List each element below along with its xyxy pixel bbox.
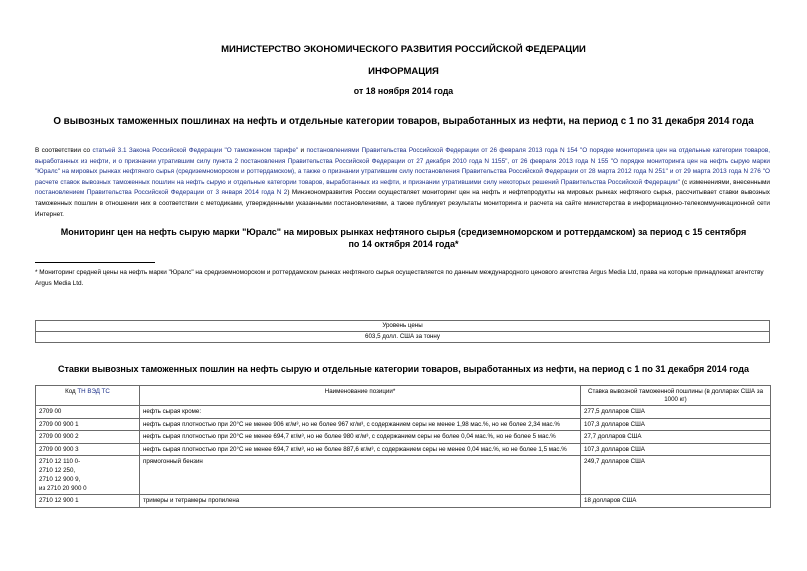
intro-paragraph bbox=[35, 146, 770, 220]
row-code: 2709 00 900 3 bbox=[36, 443, 140, 456]
intro-text-4: ) Минэкономразвития России осуществляет мониторинг цен на нефть и нефтепродукты на мировых рынках нефтяного сырья, рассчитывает ставки вывозных таможенных пошлин в отношении них в соответствии с методиками, утвержденными указанными постановлениями, а также публикует результаты мониторинга и расчета на сайте министерства в информационно-телекоммуникационной сети Интернет. bbox=[35, 189, 770, 218]
rates-title: Ставки вывозных таможенных пошлин на нефть сырую и отдельные категории товаров, выработанных из нефти, на период с 1 по 31 декабря 2014 года bbox=[57, 364, 750, 374]
row-name: нефть сырая плотностью при 20°С не менее 694,7 кг/м³, но не более 980 кг/м³, с содержанием серы не более 0,04 мас.%, но не более 5 мас.% bbox=[140, 431, 581, 444]
code-header-prefix: Код bbox=[65, 388, 78, 395]
row-code: 2710 12 110 0- 2710 12 250, 2710 12 900 9, из 2710 20 900 0 bbox=[36, 456, 140, 495]
row-rate: 18 долларов США bbox=[581, 495, 771, 508]
rate-column-header: Ставка вывозной таможенной пошлины (в долларах США за 1000 кг) bbox=[581, 386, 771, 406]
tn-ved-link[interactable]: ТН ВЭД ТС bbox=[77, 388, 110, 395]
table-row bbox=[36, 406, 771, 419]
intro-text-3: (с изменениями, внесенными bbox=[679, 178, 770, 186]
name-column-header: Наименование позиции* bbox=[140, 386, 581, 406]
table-row bbox=[36, 431, 771, 444]
row-code: 2709 00 bbox=[36, 406, 140, 419]
row-rate: 27,7 долларов США bbox=[581, 431, 771, 444]
law-article-link[interactable]: статьей 3.1 Закона Российской Федерации "О таможенном тарифе" bbox=[92, 147, 299, 154]
export-duty-rates-table bbox=[35, 385, 771, 508]
table-row bbox=[36, 418, 771, 431]
row-rate: 249,7 долларов США bbox=[581, 456, 771, 495]
government-decrees-link[interactable]: постановлениями Правительства Российской Федерации от 26 февраля 2013 года N 154 "О порядке мониторинга цен на отдельные категории товаров, выработанных из нефти, и о признании утратившим силу пункта 2 постановления Правительства Российской Федерации от 27 декабря 2010 года N 1155", от 26 февраля 2013 года N 155 "О порядке мониторинга цен на нефть сырую марки "Юралс" на мировых рынках нефтяного сырья (средиземноморском и роттердамском), а также о признании утратившим силу постановления Правительства Российской Федерации от 28 марта 2012 года N 251" и от 29 марта 2013 года N 276 "О расчете ставок вывозных таможенных пошлин на нефть сырую и отдельные категории товаров, выработанных из нефти, и признании утратившими силу некоторых решений Правительства Российской Федерации" bbox=[35, 147, 770, 186]
intro-text-1: В соответствии со bbox=[35, 147, 93, 154]
row-code: 2709 00 900 1 bbox=[36, 418, 140, 431]
row-code: 2709 00 900 2 bbox=[36, 431, 140, 444]
row-name: нефть сырая плотностью при 20°С не менее 694,7 кг/м³, но не более 887,6 кг/м³, с содержанием серы не менее 0,04 мас.%, но не более 1,5 мас.% bbox=[140, 443, 581, 456]
row-rate: 277,5 долларов США bbox=[581, 406, 771, 419]
row-rate: 107,3 долларов США bbox=[581, 443, 771, 456]
footnote: * Мониторинг средней цены на нефть марки "Юралс" на средиземноморском и роттердамском рынках нефтяного сырья осуществляется по данным международного ценового агентства Argus Media Ltd, права на которые принадлежат агентству Argus Media Ltd. bbox=[35, 269, 764, 287]
row-name: прямогонный бензин bbox=[140, 456, 581, 495]
ministry-heading: МИНИСТЕРСТВО ЭКОНОМИЧЕСКОГО РАЗВИТИЯ РОССИЙСКОЙ ФЕДЕРАЦИИ bbox=[221, 44, 586, 55]
row-name: тримеры и тетрамеры пропилена bbox=[140, 495, 581, 508]
table-row bbox=[36, 321, 770, 332]
intro-text-2: и bbox=[298, 147, 307, 154]
price-level-header: Уровень цены bbox=[36, 321, 770, 332]
monitoring-title: Мониторинг цен на нефть сырую марки "Юралс" на мировых рынках нефтяного сырья (средиземноморском и роттердамском) за период с 15 сентября по 14 октября 2014 года* bbox=[60, 227, 747, 249]
document-title: О вывозных таможенных пошлинах на нефть и отдельные категории товаров, выработанных из нефти, на период с 1 по 31 декабря 2014 года bbox=[53, 116, 754, 127]
document-date: от 18 ноября 2014 года bbox=[353, 86, 454, 96]
price-level-value: 603,5 долл. США за тонну bbox=[36, 332, 770, 343]
row-rate: 107,3 долларов США bbox=[581, 418, 771, 431]
table-header-row bbox=[36, 386, 771, 406]
amending-decree-link[interactable]: постановлением Правительства Российской Федерации от 3 января 2014 года N 2 bbox=[35, 189, 288, 197]
row-name: нефть сырая кроме: bbox=[140, 406, 581, 419]
table-row bbox=[36, 495, 771, 508]
table-row bbox=[36, 443, 771, 456]
price-level-table bbox=[35, 320, 770, 343]
table-row bbox=[36, 456, 771, 495]
info-heading: ИНФОРМАЦИЯ bbox=[368, 66, 439, 77]
row-name: нефть сырая плотностью при 20°С не менее 906 кг/м³, но не более 967 кг/м³, с содержанием серы не менее 1,98 мас.%, но не более 2,34 мас.% bbox=[140, 418, 581, 431]
row-code: 2710 12 900 1 bbox=[36, 495, 140, 508]
code-column-header bbox=[36, 386, 140, 406]
table-row bbox=[36, 332, 770, 343]
footnote-divider bbox=[35, 262, 155, 263]
